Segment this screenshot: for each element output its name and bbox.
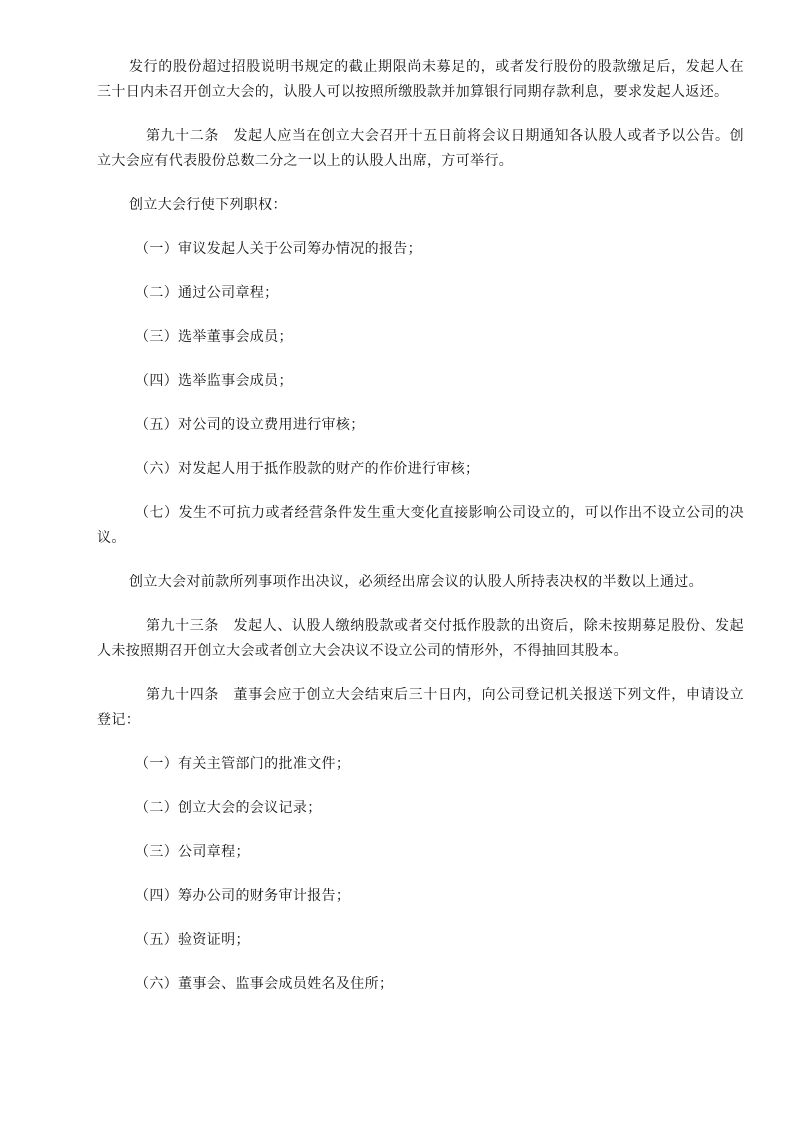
list-item: （五）验资证明； [135,932,250,948]
paragraph-refund-clause: 发行的股份超过招股说明书规定的截止期限尚未募足的，或者发行股份的股款缴足后，发起人在三十日内未召开创立大会的，认股人可以按照所缴股款并加算银行同期存款利息，要求发起人返还。 [97,59,744,100]
list-item: （一）审议发起人关于公司筹办情况的报告； [135,241,422,257]
list-item: （六）对发起人用于抵作股款的财产的作价进行审核； [135,461,480,477]
paragraph-powers-intro: 创立大会行使下列职权： [129,197,287,213]
list-item: （五）对公司的设立费用进行审核； [135,417,365,433]
document-page [97,55,744,1016]
list-item: （三）公司章程； [135,844,250,860]
list-item: （四）选举监事会成员； [135,373,293,389]
list-item: （七）发生不可抗力或者经营条件发生重大变化直接影响公司设立的，可以作出不设立公司的决议。 [97,505,744,546]
list-item: （二）创立大会的会议记录； [135,800,322,816]
list-item: （四）筹办公司的财务审计报告； [135,888,351,904]
article-94: 第九十四条 董事会应于创立大会结束后三十日内，向公司登记机关报送下列文件，申请设立登记： [97,687,744,728]
article-92: 第九十二条 发起人应当在创立大会召开十五日前将会议日期通知各认股人或者予以公告。创立大会应有代表股份总数二分之一以上的认股人出席，方可举行。 [97,128,744,169]
list-item: （三）选举董事会成员； [135,329,293,345]
list-item: （一）有关主管部门的批准文件； [135,756,351,772]
paragraph-resolution-rule: 创立大会对前款所列事项作出决议，必须经出席会议的认股人所持表决权的半数以上通过。 [129,574,703,590]
article-93: 第九十三条 发起人、认股人缴纳股款或者交付抵作股款的出资后，除未按期募足股份、发起人未按照期召开创立大会或者创立大会决议不设立公司的情形外，不得抽回其股本。 [97,618,744,659]
list-item: （二）通过公司章程； [135,285,279,301]
list-item: （六）董事会、监事会成员姓名及住所； [135,976,394,992]
